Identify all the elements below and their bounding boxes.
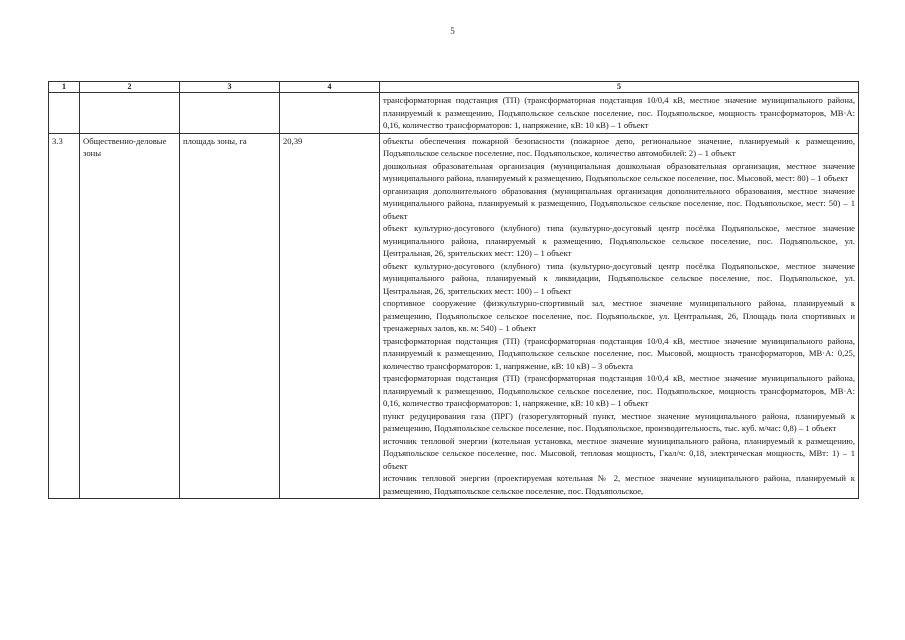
- table-row-continued: [49, 93, 859, 134]
- table-row-3-3: [49, 133, 859, 499]
- column-header-2: 2: [80, 82, 180, 93]
- column-header-4: 4: [280, 82, 380, 93]
- column-header-1: 1: [49, 82, 80, 93]
- object-entry: пункт редуцирования газа (ПРГ) (газорегуляторный пункт, местное значение муниципального района, планируемый к размещению, Подъяпольское сельское поселение, пос. Подъяпольское, производительность, тыс. куб. м/час: 0,8) – 1 объект: [383, 410, 855, 433]
- value-cell: [280, 93, 380, 134]
- column-header-5: 5: [380, 82, 859, 93]
- object-entry: источник тепловой энергии (котельная установка, местное значение муниципального района, планируемый к размещению, Подъяпольское сельское поселение, пос. Мысовой, тепловая мощность, Гкал/ч: 0,18, электрическая мощность, МВт: 1) – 1 объект: [383, 435, 855, 471]
- value-cell: 20,39: [280, 133, 380, 499]
- parameter-cell: [180, 93, 280, 134]
- object-entry: спортивное сооружение (физкультурно-спортивный зал, местное значение муниципального района, планируемый к размещению, Подъяпольское сельское поселение, пос. Подъяпольское, ул. Центральная, 26, Площадь пола спортивных и тренажерных залов, кв. м: 540) – 1 объект: [383, 298, 855, 333]
- table-header-row: [49, 82, 859, 93]
- parameter-cell: площадь зоны, га: [180, 133, 280, 499]
- object-entry: объект культурно-досугового (клубного) типа (культурно-досуговый центр посёлка Подъяпольское, местное значение муниципального района, планируемый к размещению, Подъяпольское сельское поселение, пос. Подъяпольское, ул. Центральная, 26, зрительских мест: 120) – 1 объект: [383, 223, 855, 258]
- page-number: 5: [450, 26, 455, 36]
- object-entry: объекты обеспечения пожарной безопасности (пожарное депо, региональное значение, планируемый к размещению, Подъяпольское сельское поселение, пос. Подъяпольское, количество автомобилей: 2) – 1 объект: [383, 135, 855, 158]
- zone-name-cell: [80, 93, 180, 134]
- object-entry: объект культурно-досугового (клубного) типа (культурно-досуговый центр посёлка Подъяпольское, местное значение муниципального района, планируемый к ликвидации, Подъяпольское сельское поселение, пос. Подъяпольское, ул. Центральная, 26, зрительских мест: 100) – 1 объект: [383, 260, 855, 296]
- object-entry: трансформаторная подстанция (ТП) (трансформаторная подстанция 10/0,4 кВ, местное значение муниципального района, планируемый к размещению, Подъяпольское сельское поселение, пос. Подъяпольское, мощность трансформаторов, МВ·А: 0,16, количество трансформаторов: 1, напряжение, кВ: 10 кВ) – 1 объект: [383, 373, 855, 408]
- object-entry: трансформаторная подстанция (ТП) (трансформаторная подстанция 10/0,4 кВ, местное значение муниципального района, планируемый к размещению, Подъяпольское сельское поселение, пос. Подъяпольское, мощность трансформаторов, МВ·А: 0,16, количество трансформаторов: 1, напряжение, кВ: 10 кВ) – 1 объект: [383, 95, 855, 130]
- object-entry: источник тепловой энергии (проектируемая котельная № 2, местное значение муниципального района, планируемый к размещению, Подъяпольское сельское поселение, пос. Подъяпольское,: [383, 473, 855, 496]
- object-entry: трансформаторная подстанция (ТП) (трансформаторная подстанция 10/0,4 кВ, местное значение муниципального района, планируемый к размещению, Подъяпольское сельское поселение, пос. Мысовой, мощность трансформаторов, МВ·А: 0,25, количество трансформаторов: 1, напряжение, кВ: 10 кВ) – 3 объекта: [383, 335, 855, 371]
- objects-cell: [380, 133, 859, 499]
- row-number-cell: 3.3: [49, 133, 80, 499]
- column-header-3: 3: [180, 82, 280, 93]
- object-entry: организация дополнительного образования (муниципальная организация дополнительного образования, местное значение муниципального района, планируемый к размещению, Подъяпольское сельское поселение, пос. Подъяпольское, мест: 50) – 1 объект: [383, 185, 855, 221]
- objects-cell: [380, 93, 859, 134]
- object-entry: дошкольная образовательная организация (муниципальная дошкольная образовательная организация, местное значение муниципального района, планируемый к размещению, Подъяпольское сельское поселение, пос. Мысовой, мест: 80) – 1 объект: [383, 160, 855, 183]
- row-number-cell: [49, 93, 80, 134]
- zone-name-cell: Общественно-деловые зоны: [80, 133, 180, 499]
- zones-table: [48, 81, 859, 499]
